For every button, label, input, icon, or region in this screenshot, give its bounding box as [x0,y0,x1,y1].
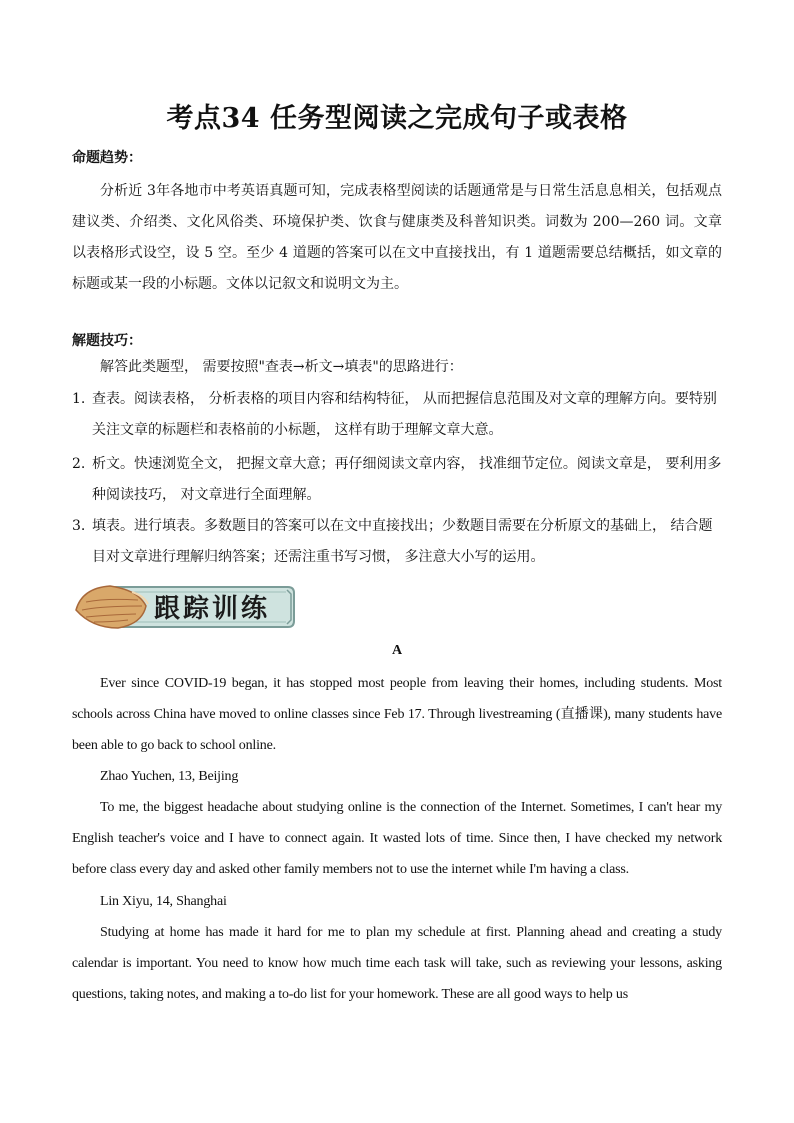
tips-heading: 解题技巧： [72,333,142,349]
passage-paragraph-1: To me, the biggest headache about studying online is the connection of the Internet. Sometimes, I can't hear my English teacher's voice and I have to connect again. It wasted lots of time. Since then, I have checked my network before class every day and asked other family members not to use the internet while I'm having a class. [72,800,722,877]
tip-item-1: 1. 查表。阅读表格， 分析表格的项目内容和结构特征， 从而把握信息范围及对文章的理解方向。要特别关注文章的标题栏和表格前的小标题， 这样有助于理解文章大意。 [72,391,717,438]
passage-letter: A [391,643,403,658]
trend-heading: 命题趋势： [72,150,142,166]
page-title: 考点34 任务型阅读之完成句子或表格 [166,103,628,134]
trend-paragraph: 分析近 3年各地市中考英语真题可知，完成表格型阅读的话题通常是与日常生活息息相关，包括观点建议类、介绍类、文化风俗类、环境保护类、饮食与健康类及科普知识类。词数为 200—260 词。文章以表格形式设空，设 5 空。至少 4 道题的答案可以在文中直接找出，有 1 道题需要总结概括，如文章的标题或某一段的小标题。文体以记叙文和说明文为主。 [72,183,722,292]
passage-intro: Ever since COVID-19 began, it has stopped most people from leaving their homes, including students. Most schools across China have moved to online classes since Feb 17. Through livestreaming (直播课), many students have been able to go back to school online. [72,676,722,753]
tips-intro: 解答此类题型， 需要按照"查表→析文→填表"的思路进行： [100,359,463,375]
banner-label: 跟踪训练 [154,594,271,624]
tip-item-2: 2. 析文。快速浏览全文， 把握文章大意；再仔细阅读文章内容， 找准细节定位。阅读文章是， 要利用多种阅读技巧， 对文章进行全面理解。 [72,456,722,503]
speaker-2: Lin Xiyu, 14, Shanghai [100,894,227,909]
tip-item-3: 3. 填表。进行填表。多数题目的答案可以在文中直接找出；少数题目需要在分析原文的基础上， 结合题目对文章进行理解归纳答案；还需注重书写习惯， 多注意大小写的运用。 [72,518,713,565]
passage-paragraph-2: Studying at home has made it hard for me to plan my schedule at first. Planning ahead and creating a study calendar is important. You need to know how much time each task will take, such as reviewing your lessons, asking questions, taking notes, and making a to-do list for your homework. These are all good ways to help us [72,925,722,1002]
practice-banner [72,580,300,632]
speaker-1: Zhao Yuchen, 13, Beijing [100,769,239,784]
